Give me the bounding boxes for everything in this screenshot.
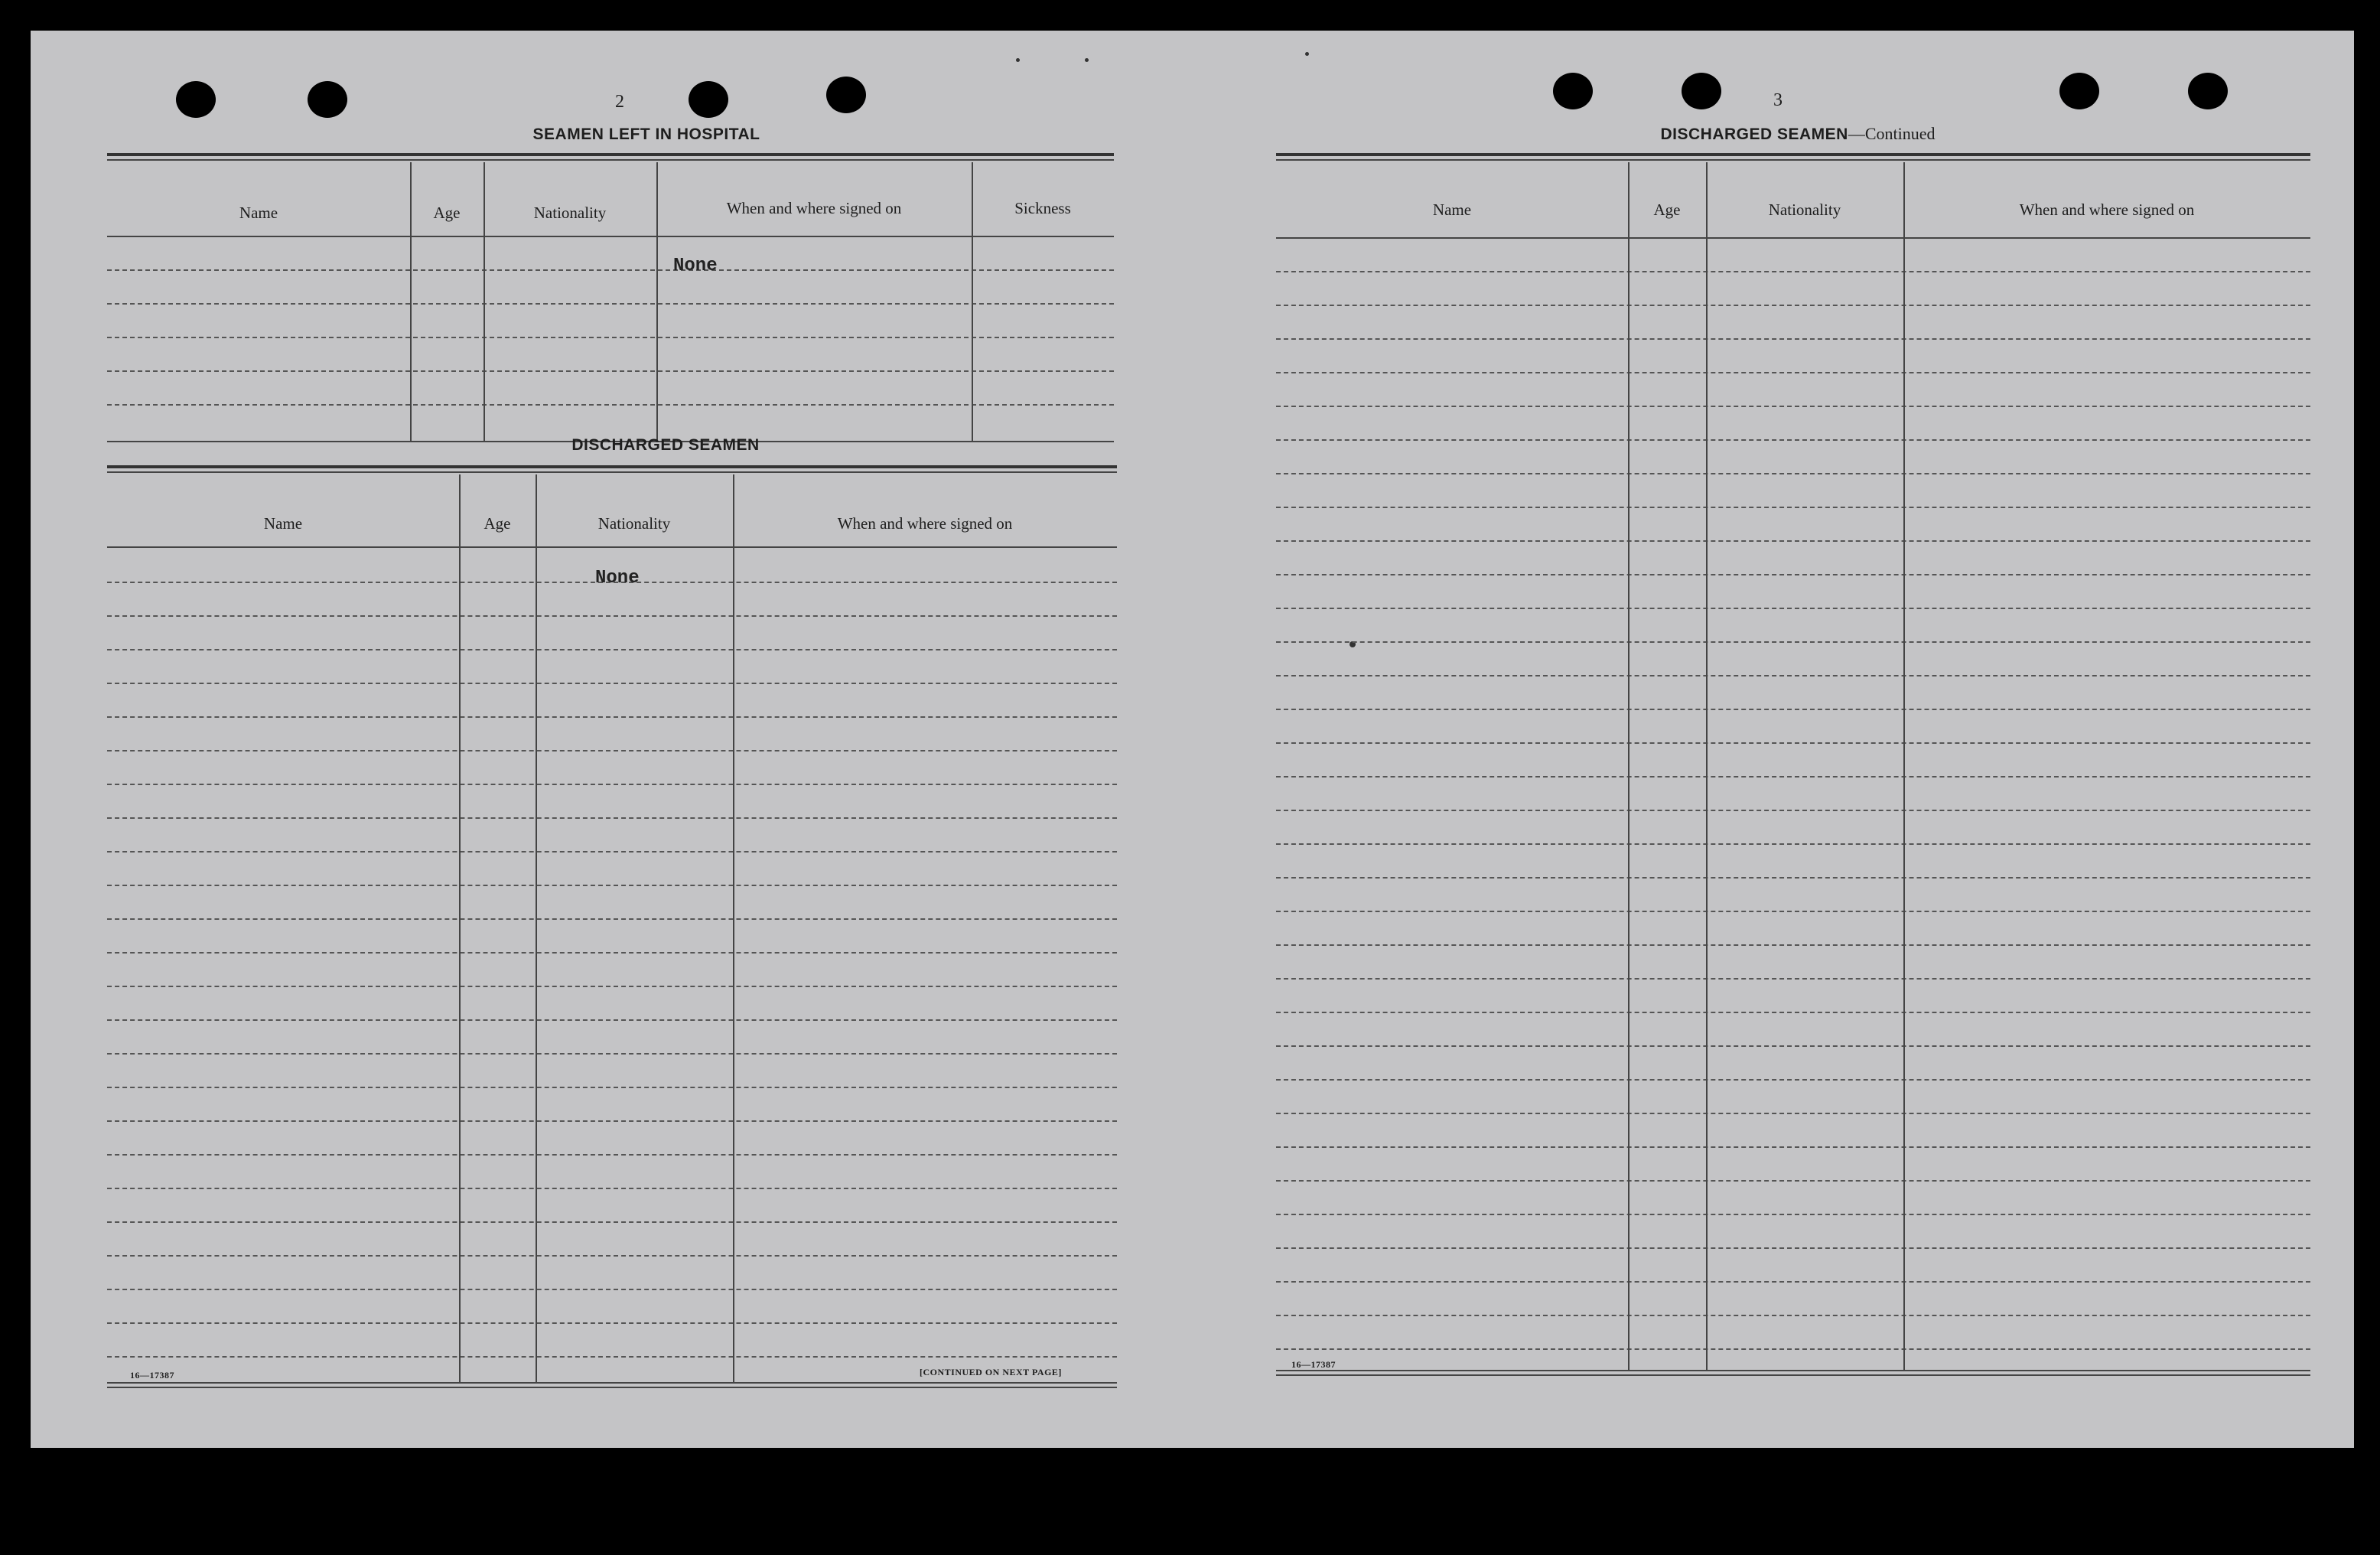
speck-mark [1016, 58, 1020, 62]
table-row [107, 1154, 1117, 1156]
column-header: Age [433, 204, 461, 222]
table-row [1276, 574, 2310, 575]
table-row [1276, 608, 2310, 609]
table-row [1276, 641, 2310, 643]
column-header: Name [263, 514, 303, 533]
table-row [1276, 742, 2310, 744]
table-row [1276, 978, 2310, 980]
table-row [107, 1188, 1117, 1189]
punch-hole [1553, 73, 1593, 109]
table-row [1276, 911, 2310, 912]
table-row [1276, 372, 2310, 373]
speck-mark [1085, 58, 1089, 62]
table-row [107, 1053, 1117, 1055]
column-header: When and where signed on [726, 199, 902, 217]
table-row [107, 1255, 1117, 1257]
table-row [1276, 439, 2310, 441]
table-row [1276, 877, 2310, 879]
table-row [107, 750, 1117, 751]
page-number: 3 [1773, 90, 1783, 110]
title-main: DISCHARGED SEAMEN [1660, 126, 1848, 143]
table-row [1276, 776, 2310, 778]
column-header: Age [483, 514, 511, 533]
column-header: Name [239, 204, 278, 222]
table-row [107, 615, 1117, 617]
punch-hole [2188, 73, 2228, 109]
table-row [107, 1289, 1117, 1290]
column-header: Nationality [1768, 200, 1841, 219]
hospital-table [107, 153, 1114, 445]
section-title-discharged: DISCHARGED SEAMEN [571, 436, 760, 454]
column-header: When and where signed on [2019, 200, 2195, 219]
punch-hole [826, 77, 866, 113]
punch-hole [176, 81, 216, 118]
table-row [1276, 843, 2310, 845]
table-row [107, 1322, 1117, 1324]
punch-hole [689, 81, 728, 118]
table-row [107, 885, 1117, 886]
table-row [1276, 1180, 2310, 1182]
table-row [1276, 1315, 2310, 1316]
table-row [1276, 709, 2310, 710]
table-row [1276, 1281, 2310, 1283]
page-number: 2 [615, 92, 624, 112]
table-row [1276, 1079, 2310, 1081]
table-row [1276, 271, 2310, 272]
table-row [1276, 1012, 2310, 1013]
form-number: 16—17387 [130, 1370, 174, 1381]
column-header: Name [1432, 200, 1472, 219]
table-row [107, 1087, 1117, 1088]
table-row [107, 817, 1117, 819]
table-row [107, 784, 1117, 785]
title-suffix: —Continued [1848, 124, 1936, 143]
table-row [1276, 1247, 2310, 1249]
table-row [1276, 810, 2310, 811]
table-row [1276, 1146, 2310, 1148]
table-row [1276, 1045, 2310, 1047]
punch-hole [2059, 73, 2099, 109]
table-row [1276, 338, 2310, 340]
table-row [1276, 1214, 2310, 1215]
column-header: Sickness [1014, 199, 1071, 217]
table-row [1276, 944, 2310, 946]
section-title-hospital: SEAMEN LEFT IN HOSPITAL [532, 126, 760, 143]
scanned-manifest-sheet [31, 31, 2354, 1448]
table-row [1276, 540, 2310, 542]
column-header: Age [1653, 200, 1681, 219]
typed-entry: None [673, 256, 718, 276]
table-row [1276, 675, 2310, 676]
table-row [107, 986, 1117, 987]
speck-mark [1305, 52, 1309, 56]
table-row [1276, 1348, 2310, 1350]
continued-note: [CONTINUED ON NEXT PAGE] [920, 1367, 1062, 1377]
table-row [107, 918, 1117, 920]
table-row [107, 649, 1117, 650]
column-header: Nationality [597, 514, 671, 533]
table-row [107, 1221, 1117, 1223]
form-number: 16—17387 [1291, 1359, 1336, 1370]
table-row [107, 1356, 1117, 1358]
table-row [1276, 305, 2310, 306]
table-row [1276, 507, 2310, 508]
table-row [107, 1019, 1117, 1021]
table-row [1276, 1113, 2310, 1114]
table-row [107, 851, 1117, 852]
punch-hole [1682, 73, 1721, 109]
discharged-continued-table [1276, 153, 2310, 1387]
table-row [107, 683, 1117, 684]
typed-entry: None [595, 568, 640, 588]
table-row [107, 716, 1117, 718]
discharged-table [107, 465, 1117, 1393]
table-row [1276, 473, 2310, 474]
punch-hole [308, 81, 347, 118]
section-title-discharged-continued [1530, 124, 2066, 144]
table-row [107, 1120, 1117, 1122]
column-header: When and where signed on [837, 514, 1013, 533]
column-header: Nationality [533, 204, 607, 222]
table-row [1276, 406, 2310, 407]
table-row [107, 952, 1117, 954]
